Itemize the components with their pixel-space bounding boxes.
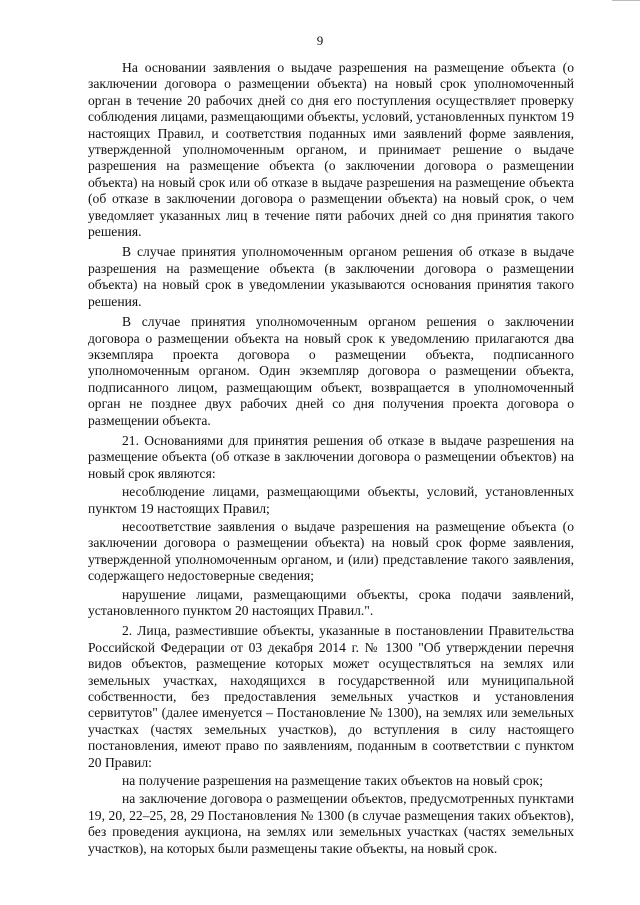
document-body xyxy=(88,60,574,861)
paragraph-persons-rights: 2. Лица, разместившие объекты, указанные в постановлении Правительства Российской Федерации от 03 декабря 2014 г. № 1300 "Об утверждении перечня видов объектов, размещение которых может осуществляться на землях или земельных участках, находящихся в государственной или муниципальной собственности, без предоставления земельных участков и установления сервитутов" (далее именуется – Постановление № 1300), на землях или земельных участках (частях земельных участков), до вступления в силу настоящего постановления, имеют право по заявлениям, поданным в соответствии с пунктом 20 Правил: xyxy=(88,623,574,770)
paragraph-ground-deadline: нарушение лицами, размещающими объекты, срока подачи заявлений, установленного пунктом 20 настоящих Правил.". xyxy=(88,586,574,618)
scan-corner-mark xyxy=(612,0,640,5)
paragraph-refusal-grounds: 21. Основаниями для принятия решения об отказе в выдаче разрешения на размещение объекта (об отказе в заключении договора о размещении объектов) на новый срок являются: xyxy=(88,432,574,481)
page-number: 9 xyxy=(316,33,324,48)
paragraph-right-contract: на заключение договора о размещении объектов, предусмотренных пунктами 19, 20, 22–25, 28, 29 Постановления № 1300 (в случае размещения таких объектов), без проведения аукциона, на землях или земельных участках (частях земельных участков), на которых были размещены такие объекты, на новый срок. xyxy=(88,791,574,856)
paragraph-renewal-review: На основании заявления о выдаче разрешения на размещение объекта (о заключении договора о размещении объекта) на новый срок уполномоченный орган в течение 20 рабочих дней со дня его поступления осуществляет проверку соблюдения лицами, размещающими объекты, условий, установленных пунктом 19 настоящих Правил, и соответствия поданных ими заявлений форме заявления, утвержденной уполномоченным органом, и принимает решение о выдаче разрешения на размещение объекта (о заключении договора о размещении объекта) на новый срок или об отказе в выдаче разрешения на размещение объекта (об отказе в заключении договора о размещении объекта) на новый срок, о чем уведомляет указанных лиц в течение пяти рабочих дней со дня принятия такого решения. xyxy=(88,60,574,240)
paragraph-refusal-notice: В случае принятия уполномоченным органом решения об отказе в выдаче разрешения на размещение объекта (в заключении договора о размещении объекта) на новый срок в уведомлении указываются основания принятия такого решения. xyxy=(88,244,574,309)
paragraph-ground-form-mismatch: несоответствие заявления о выдаче разрешения на размещение объекта (о заключении договора о размещении объекта) на новый срок форме заявления, утвержденной уполномоченным органом, и (или) представление такого заявления, содержащего недостоверные сведения; xyxy=(88,518,574,584)
paragraph-right-permit: на получение разрешения на размещение таких объектов на новый срок; xyxy=(122,773,544,789)
paragraph-contract-copies: В случае принятия уполномоченным органом решения о заключении договора о размещении объекта на новый срок к уведомлению прилагаются два экземпляра проекта договора о размещении объекта, подписанного уполномоченным органом. Один экземпляр договора о размещении объекта, подписанного лицом, размещающим объект, возвращается в уполномоченный орган не позднее двух рабочих дней со дня получения проекта договора о размещении объекта. xyxy=(88,314,574,428)
paragraph-ground-noncompliance: несоблюдение лицами, размещающими объекты, условий, установленных пунктом 19 настоящих Правил; xyxy=(88,484,574,516)
